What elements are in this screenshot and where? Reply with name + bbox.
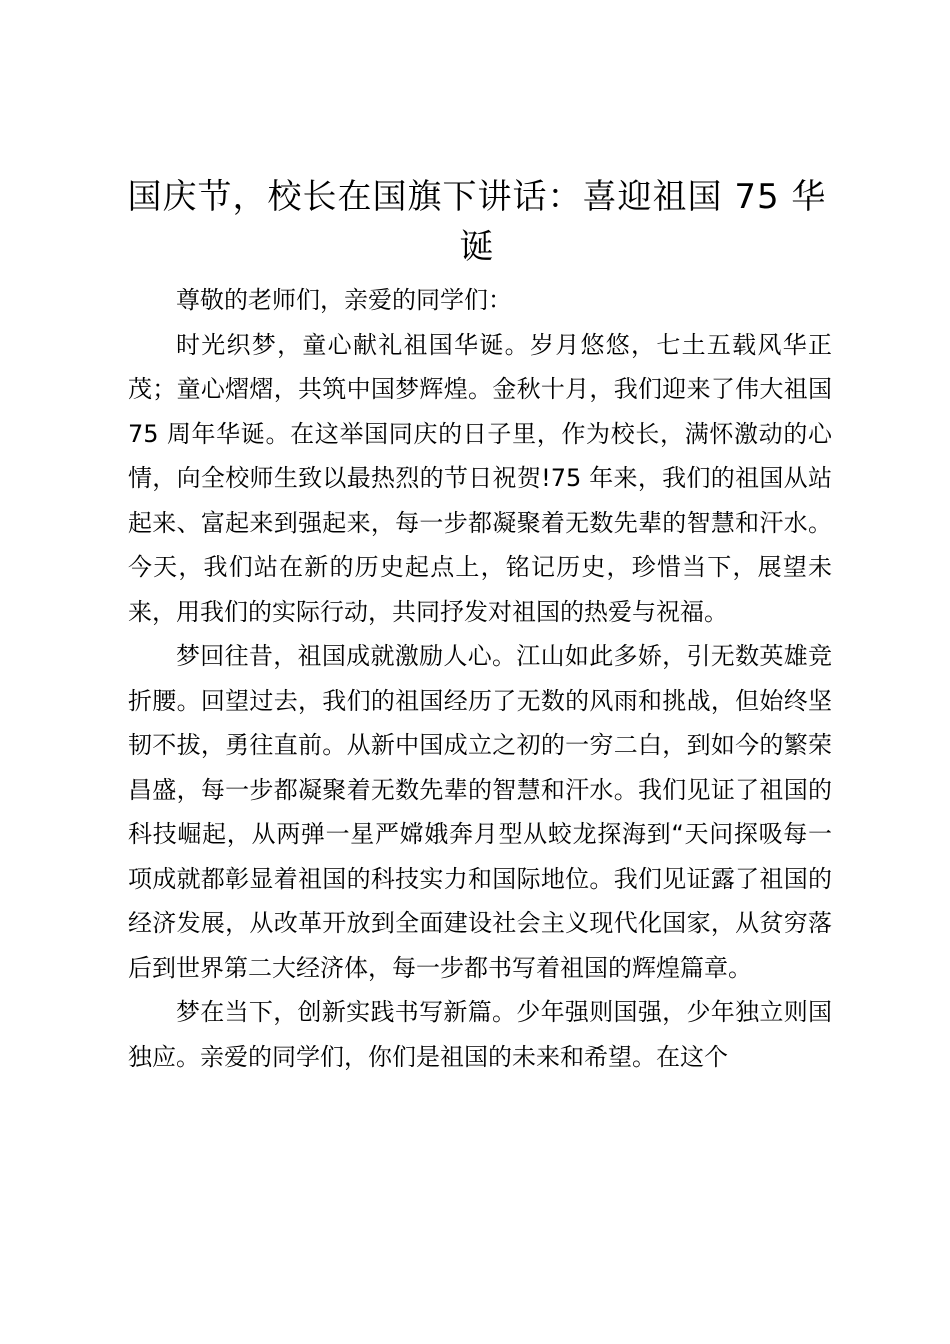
- document-body: [128, 278, 832, 1079]
- body-paragraph: 时光织梦，童心献礼祖国华诞。岁月悠悠，七土五载风华正茂；童心熠熠，共筑中国梦辉煌。金秋十月，我们迎来了伟大祖国 75 周年华诞。在这举国同庆的日子里，作为校长，满怀激动的心情，向全校师生致以最热烈的节日祝贺!75 年来，我们的祖国从站起来、富起来到强起来，每一步都凝聚着无数先辈的智慧和汗水。今天，我们站在新的历史起点上，铭记历史，珍惜当下，展望未来，用我们的实际行动，共同抒发对祖国的热爱与祝福。: [128, 330, 832, 626]
- body-paragraph: 梦回往昔，祖国成就激励人心。江山如此多娇，引无数英雄竞折腰。回望过去，我们的祖国经历了无数的风雨和挑战，但始终坚韧不拔，勇往直前。从新中国成立之初的一穷二白，到如今的繁荣昌盛，每一步都凝聚着无数先辈的智慧和汗水。我们见证了祖国的科技崛起，从两弹一星严嫦娥奔月型从蛟龙探海到“天问探吸每一项成就都彰显着祖国的科技实力和国际地位。我们见证露了祖国的经济发展，从改革开放到全面建设社会主义现代化国家，从贫穷落后到世界第二大经济体，每一步都书写着祖国的辉煌篇章。: [128, 642, 832, 982]
- body-paragraph: 梦在当下，创新实践书写新篇。少年强则国强，少年独立则国独应。亲爱的同学们，你们是祖国的未来和希望。在这个: [128, 998, 832, 1071]
- document-title: 国庆节，校长在国旗下讲话：喜迎祖国 75 华诞: [127, 177, 827, 267]
- salutation-paragraph: 尊敬的老师们，亲爱的同学们：: [176, 286, 512, 314]
